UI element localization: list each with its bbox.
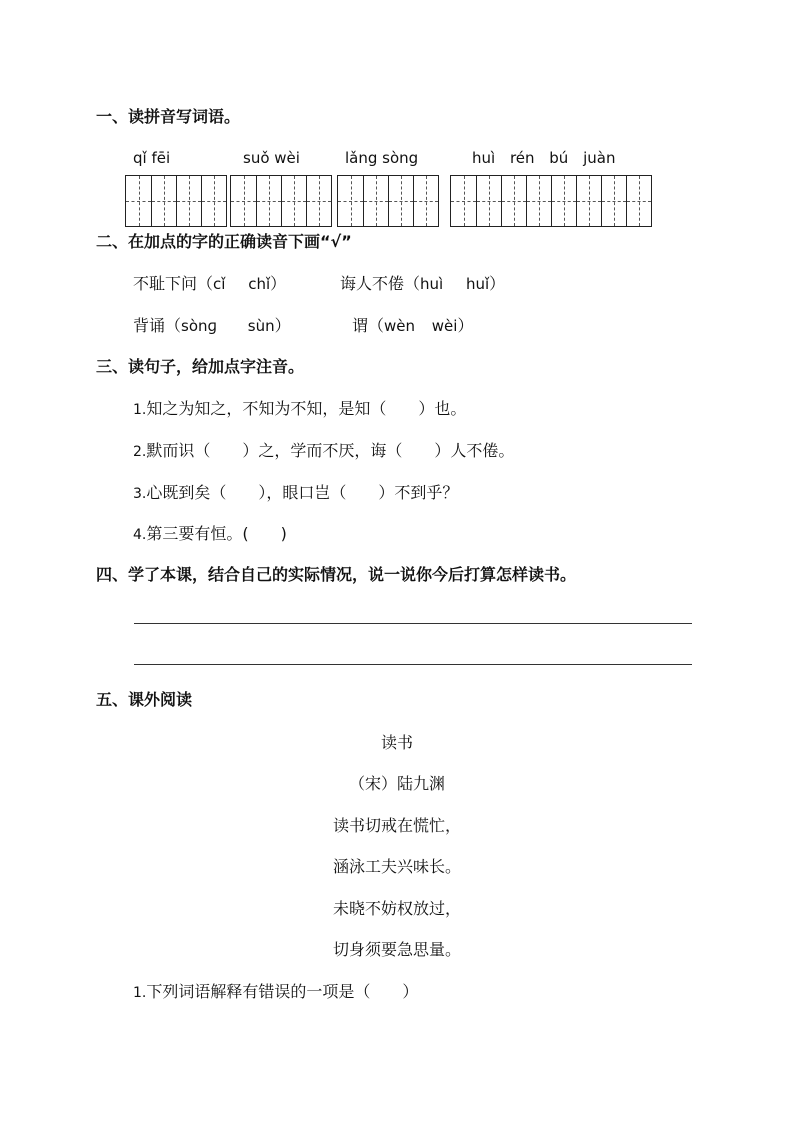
item-options[interactable]: sònɡ sùn — [181, 317, 275, 335]
sentence-2 — [133, 438, 514, 461]
item-text: 背诵（ — [133, 316, 182, 335]
writing-grid-4[interactable] — [450, 175, 652, 227]
pronunciation-item-1 — [133, 271, 286, 294]
pinyin-2: suǒ wèi — [243, 149, 300, 167]
writing-grid-1[interactable] — [125, 175, 227, 227]
poem-line-1: 读书切戒在慌忙， — [332, 816, 461, 835]
writing-grid-2[interactable] — [230, 175, 332, 227]
sentence-4 — [133, 521, 287, 544]
section-3-title: 三、读句子，给加点字注音。 — [96, 357, 305, 376]
poem-line-4: 切身须要急思量。 — [332, 940, 461, 959]
sentence-3 — [133, 480, 458, 503]
poem-line-2: 涵泳工夫兴味长。 — [332, 857, 461, 876]
pinyin-1: qǐ fēi — [133, 149, 171, 167]
sentence-number: 1. — [133, 402, 147, 418]
item-close: ） — [270, 274, 287, 293]
sentence-1 — [133, 396, 466, 419]
answer-line-1[interactable] — [134, 623, 692, 624]
item-text: 不耻下问（ — [133, 274, 214, 293]
item-close: ） — [457, 316, 474, 335]
answer-line-2[interactable] — [134, 664, 692, 665]
section-4-title: 四、学了本课，结合自己的实际情况，说一说你今后打算怎样读书。 — [96, 565, 577, 584]
sentence-number: 3. — [133, 486, 147, 502]
item-options[interactable]: cǐ chǐ — [213, 275, 271, 293]
item-close: ） — [274, 316, 291, 335]
pronunciation-item-3 — [133, 313, 291, 336]
writing-grid-3[interactable] — [337, 175, 439, 227]
poem-line-3: 未晓不妨权放过， — [332, 899, 461, 918]
pinyin-3: lǎng sòng — [345, 149, 419, 167]
reading-question-1 — [133, 979, 418, 1002]
question-text: 下列词语解释有错误的一项是（ ） — [146, 982, 419, 1001]
pronunciation-item-2 — [340, 271, 505, 294]
item-options[interactable]: wèn wèi — [384, 317, 458, 335]
pronunciation-item-4 — [352, 313, 473, 336]
question-number: 1. — [133, 985, 147, 1001]
sentence-text: 心既到矣（ ），眼口岂（ ）不到乎？ — [146, 483, 459, 502]
item-text: 诲人不倦（ — [340, 274, 421, 293]
poem-title: 读书 — [380, 733, 413, 752]
poem-author: （宋）陆九渊 — [348, 774, 445, 793]
item-text: 谓（ — [352, 316, 385, 335]
item-options[interactable]: huì huǐ — [420, 275, 490, 293]
section-5-title: 五、课外阅读 — [96, 690, 193, 709]
section-1-title: 一、读拼音写词语。 — [96, 107, 241, 126]
pinyin-4: huì rén bú juàn — [472, 149, 616, 167]
sentence-number: 4. — [133, 527, 147, 543]
item-close: ） — [489, 274, 506, 293]
sentence-text: 默而识（ ）之，学而不厌，诲（ ）人不倦。 — [146, 441, 515, 460]
sentence-text: 知之为知之，不知为不知，是知（ ）也。 — [146, 399, 467, 418]
sentence-text: 第三要有恒。( ) — [146, 524, 287, 543]
sentence-number: 2. — [133, 444, 147, 460]
section-2-title: 二、在加点的字的正确读音下画“√” — [96, 232, 352, 251]
